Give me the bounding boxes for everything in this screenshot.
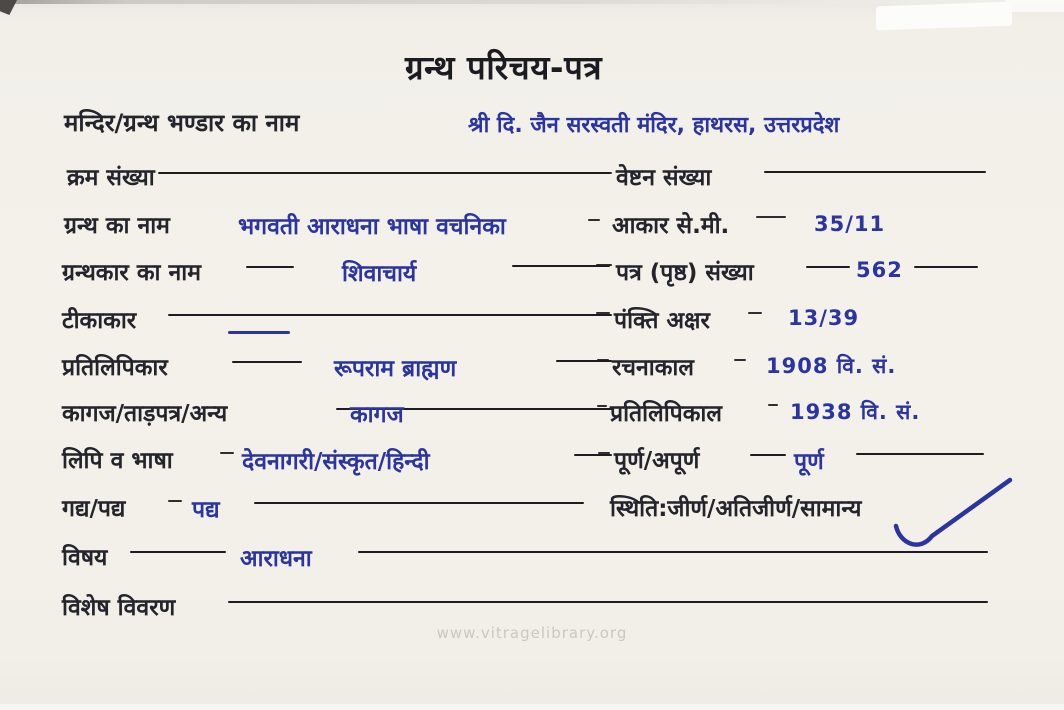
- field-value: शिवाचार्य: [342, 261, 417, 287]
- rule-line: [358, 551, 988, 553]
- rule-line: [246, 266, 294, 268]
- rule-line: [588, 219, 600, 221]
- field-label: विशेष विवरण: [62, 595, 176, 621]
- field-label: टीकाकार: [62, 308, 137, 334]
- field-value: 13/39: [788, 306, 860, 330]
- rule-line: [168, 500, 182, 502]
- field-label: रचनाकाल: [612, 355, 694, 381]
- rule-line: [598, 172, 612, 174]
- blank-value-dash: [228, 331, 290, 334]
- field-value: 562: [856, 258, 903, 282]
- field-value: पद्य: [192, 497, 220, 523]
- field-label: पंक्ति अक्षर: [614, 308, 710, 334]
- rule-line: [596, 312, 610, 314]
- field-value: पूर्ण: [794, 449, 824, 475]
- rule-line: [914, 266, 978, 268]
- field-label: मन्दिर/ग्रन्थ भण्डार का नाम: [64, 109, 300, 137]
- field-value: भगवती आराधना भाषा वचनिका: [238, 214, 506, 240]
- rule-line: [254, 502, 584, 504]
- field-label: पत्र (पृष्ठ) संख्या: [616, 260, 754, 286]
- rule-line: [750, 454, 786, 456]
- field-label: विषय: [62, 545, 108, 571]
- rule-line: [596, 264, 612, 266]
- rule-line: [768, 404, 778, 406]
- rule-line: [748, 312, 762, 314]
- field-label: प्रतिलिपिकार: [62, 355, 168, 381]
- checkmark-icon: [884, 474, 1024, 558]
- scan-corner-mark: [0, 0, 17, 15]
- page-title: ग्रन्थ परिचय-पत्र: [405, 48, 603, 87]
- field-label: पूर्ण/अपूर्ण: [614, 448, 700, 474]
- scan-torn-corner: [876, 2, 1012, 31]
- rule-line: [756, 216, 786, 218]
- rule-line: [598, 452, 610, 454]
- rule-line: [130, 551, 226, 553]
- watermark: www.vitragelibrary.org: [436, 624, 628, 642]
- field-value: देवनागरी/संस्कृत/हिन्दी: [242, 449, 430, 475]
- field-label: स्थिति:जीर्ण/अतिजीर्ण/सामान्य: [610, 496, 862, 522]
- scan-bottom-edge: [0, 704, 1064, 710]
- rule-line: [597, 405, 607, 407]
- field-value: 1908 वि. सं.: [766, 354, 897, 378]
- rule-line: [734, 359, 746, 361]
- field-label: प्रतिलिपिकाल: [610, 401, 722, 427]
- rule-line: [168, 314, 612, 316]
- field-value: श्री दि. जैन सरस्वती मंदिर, हाथरस, उत्तरप्रदेश: [468, 113, 840, 138]
- field-label: क्रम संख्या: [67, 165, 155, 191]
- field-label: आकार से.मी.: [612, 213, 730, 239]
- rule-line: [232, 361, 302, 363]
- field-value: कागज: [350, 402, 404, 428]
- field-value: 1938 वि. सं.: [790, 400, 921, 424]
- rule-line: [856, 453, 984, 455]
- field-label: कागज/ताड़पत्र/अन्य: [62, 401, 228, 427]
- field-value: 35/11: [814, 212, 886, 236]
- rule-line: [158, 172, 610, 174]
- field-value: आराधना: [240, 546, 312, 572]
- rule-line: [220, 452, 234, 454]
- rule-line: [597, 359, 609, 361]
- field-value: रूपराम ब्राह्मण: [334, 356, 457, 382]
- field-label: लिपि व भाषा: [62, 448, 173, 474]
- rule-line: [764, 171, 986, 173]
- rule-line: [806, 266, 850, 268]
- scan-top-edge: [0, 0, 1064, 4]
- scan-corner-white: [1006, 0, 1064, 12]
- field-label: वेष्टन संख्या: [616, 165, 712, 191]
- rule-line: [574, 454, 612, 456]
- field-label: ग्रन्थ का नाम: [64, 213, 170, 239]
- rule-line: [228, 601, 988, 603]
- field-label: गद्य/पद्य: [62, 496, 126, 522]
- field-label: ग्रन्थकार का नाम: [62, 260, 201, 286]
